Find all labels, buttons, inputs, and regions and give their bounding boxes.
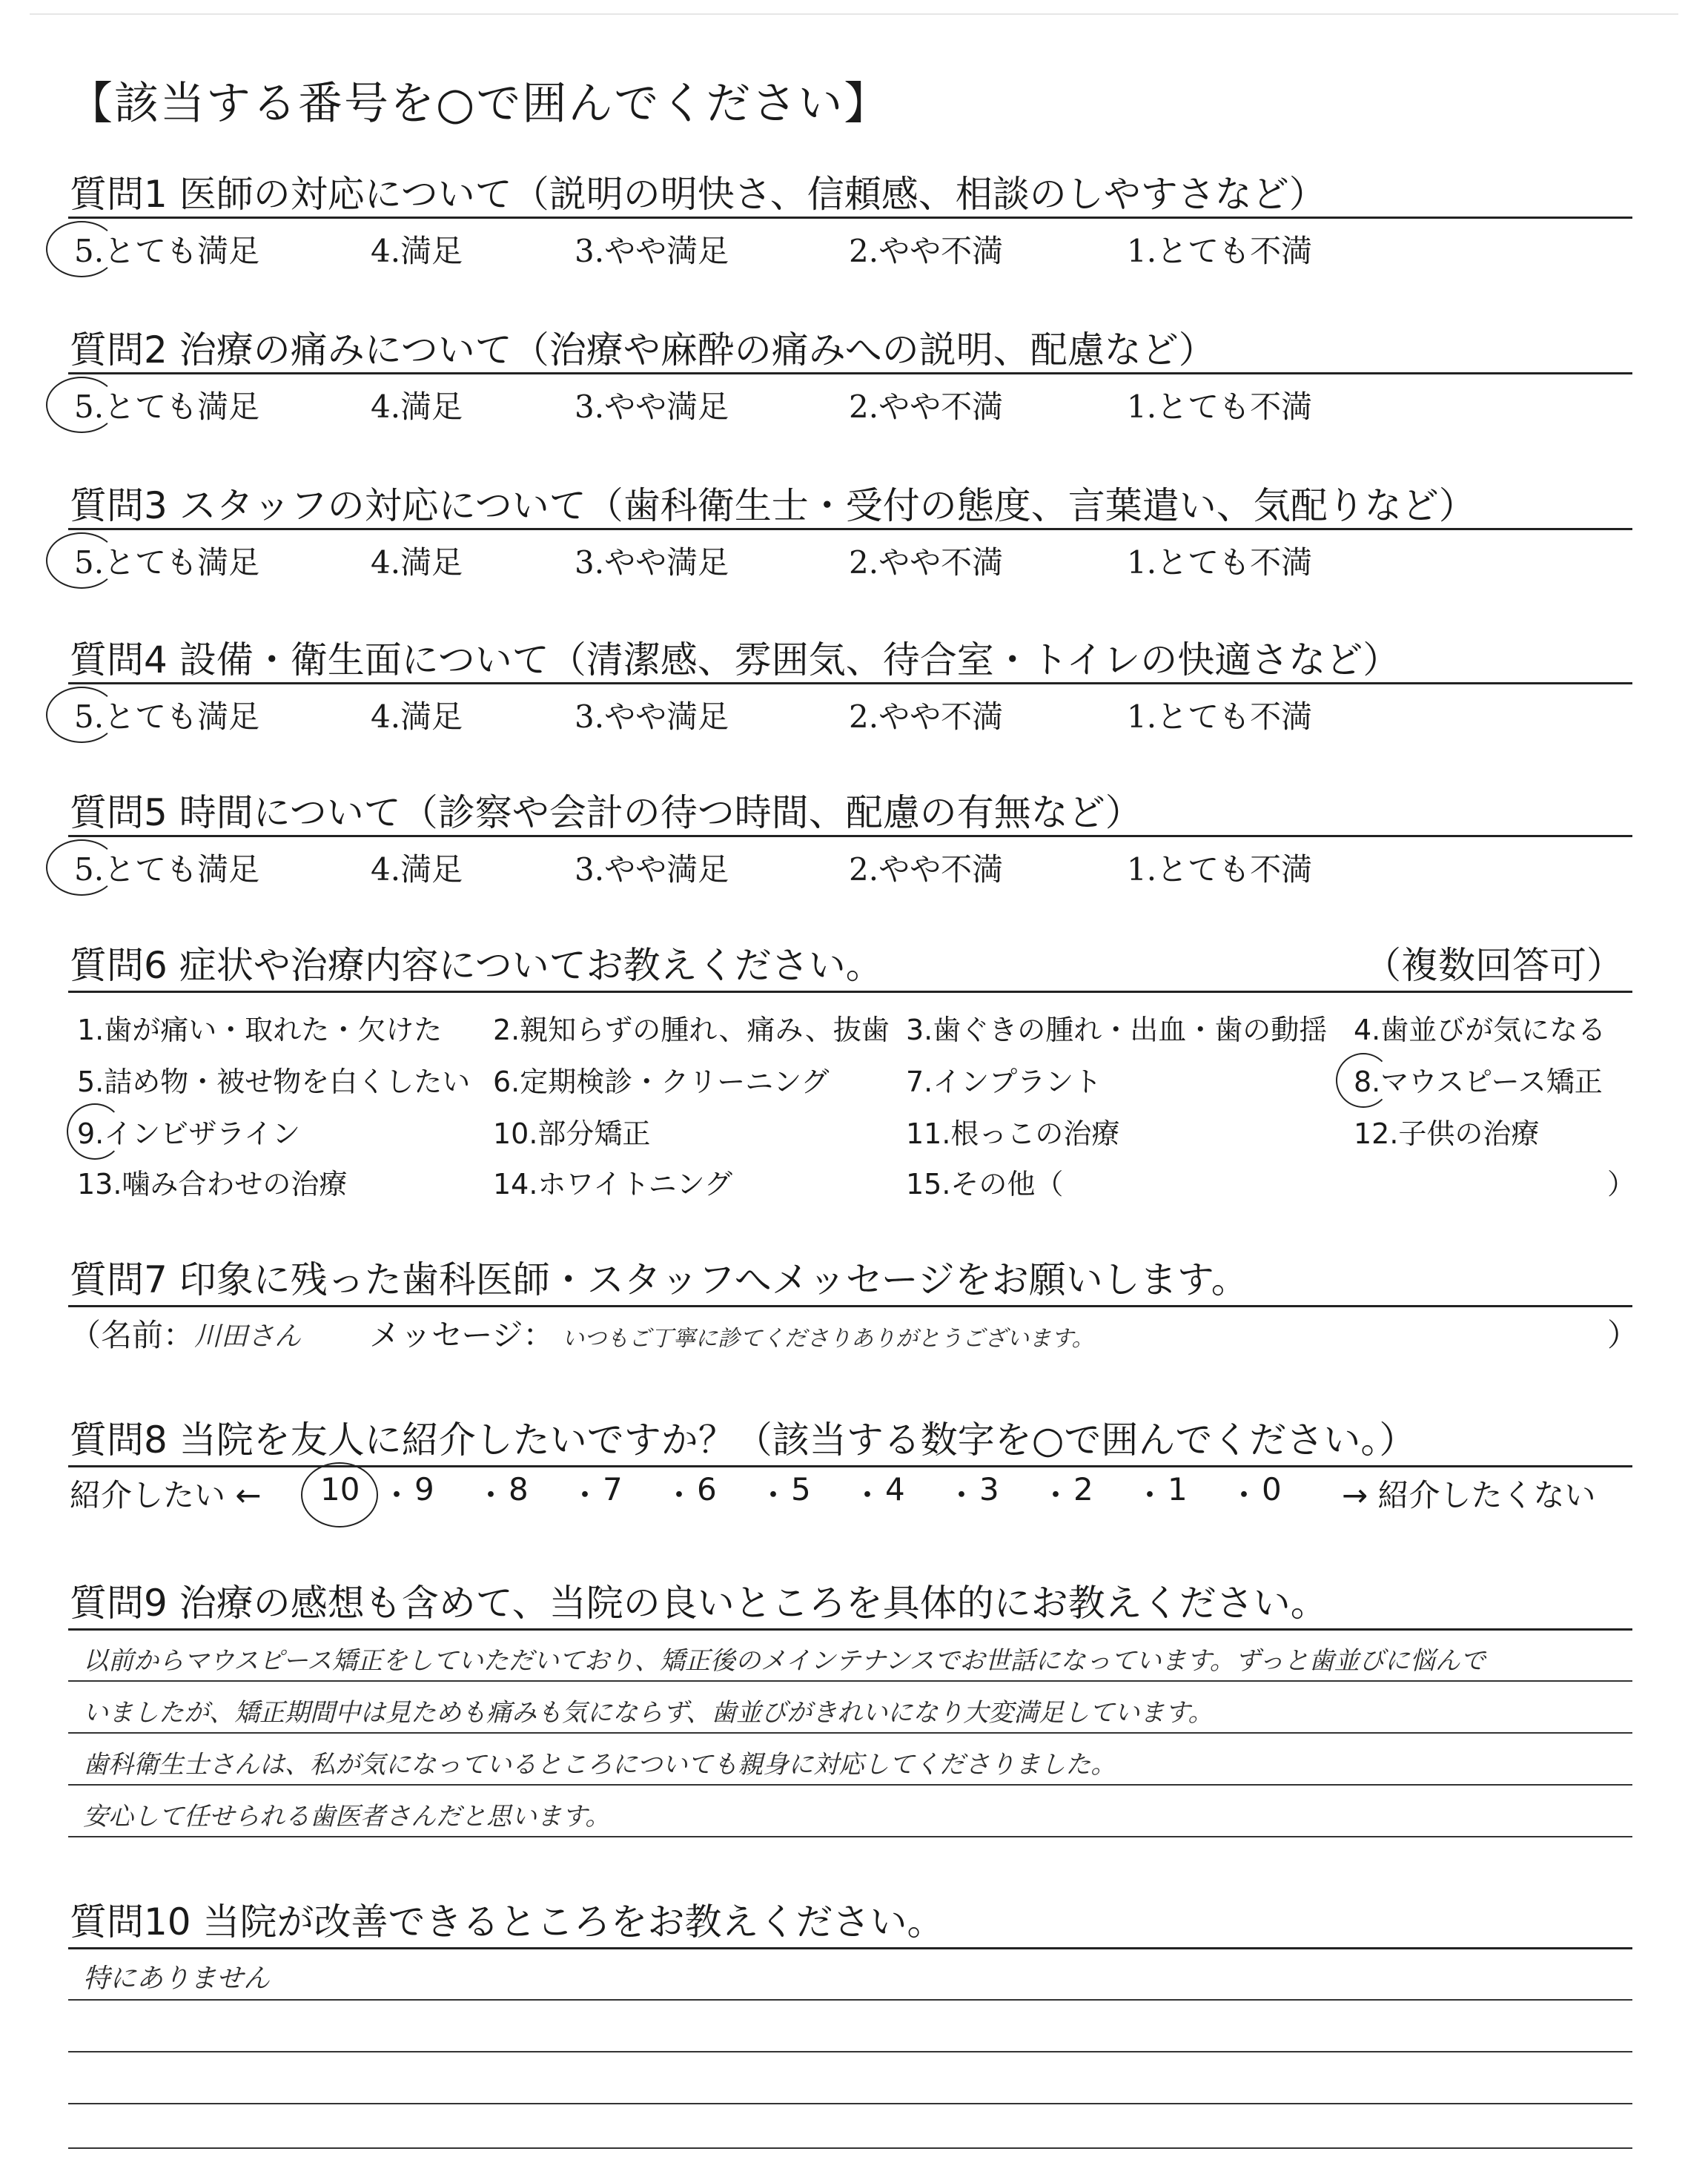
q6-option-6[interactable]: 6.定期検診・クリーニング: [493, 1066, 830, 1098]
q5-option-3[interactable]: 3.やや満足: [575, 851, 729, 888]
q8-scale-separator: ・: [569, 1477, 601, 1513]
q8-heading: 質問8 当院を友人に紹介したいですか？（該当する数字を○で囲んでください。）: [70, 1418, 1417, 1462]
q9-line-rule-4: [68, 1836, 1632, 1837]
q8-scale-10[interactable]: 10: [320, 1471, 360, 1507]
q8-scale-6[interactable]: 6: [697, 1471, 717, 1507]
q5-option-1[interactable]: 1.とても不満: [1127, 851, 1313, 888]
q8-scale-5[interactable]: 5: [791, 1471, 811, 1507]
q2-option-1[interactable]: 1.とても不満: [1127, 389, 1313, 425]
q1-heading: 質問1 医師の対応について（説明の明快さ、信頼感、相談のしやすさなど）: [70, 173, 1326, 216]
q3-option-1[interactable]: 1.とても不満: [1127, 544, 1313, 581]
q5-option-2[interactable]: 2.やや不満: [849, 851, 1004, 888]
q9-line-rule-3: [68, 1784, 1632, 1786]
q5-option-5[interactable]: 5.とても満足: [74, 851, 260, 888]
q6-option-7[interactable]: 7.インプラント: [906, 1066, 1102, 1098]
q2-option-5[interactable]: 5.とても満足: [74, 389, 260, 425]
q5-heading: 質問5 時間について（診察や会計の待つ時間、配慮の有無など）: [70, 791, 1142, 834]
q4-option-2[interactable]: 2.やや不満: [849, 698, 1004, 735]
q7-heading: 質問7 印象に残った歯科医師・スタッフへメッセージをお願いします。: [70, 1258, 1248, 1301]
q6-note: （複数回答可）: [1364, 944, 1623, 987]
q8-scale-separator: ・: [475, 1477, 507, 1513]
q6-option-9[interactable]: 9.インビザライン: [77, 1117, 301, 1150]
q1-option-1[interactable]: 1.とても不満: [1127, 233, 1313, 269]
q3-option-3[interactable]: 3.やや満足: [575, 544, 729, 581]
q10-heading: 質問10 当院が改善できるところをお教えください。: [70, 1900, 944, 1943]
selection-circle-q2: [46, 377, 117, 433]
q4-heading: 質問4 設備・衛生面について（清潔感、雰囲気、待合室・トイレの快適さなど）: [70, 638, 1400, 681]
q1-option-3[interactable]: 3.やや満足: [575, 233, 729, 269]
q9-answer-line-1[interactable]: 以前からマウスピース矯正をしていただいており、矯正後のメインテナンスでお世話になっています。ずっと歯並びに悩んで: [83, 1646, 1486, 1676]
q10-line-rule-3: [68, 2103, 1632, 2104]
q3-option-4[interactable]: 4.満足: [371, 544, 463, 581]
selection-circle-q6-9: [67, 1103, 123, 1160]
q9-line-rule-1: [68, 1680, 1632, 1682]
q6-option-1[interactable]: 1.歯が痛い・取れた・欠けた: [77, 1014, 443, 1046]
q7-message-value[interactable]: いつもご丁寧に診てくださりありがとうございます。: [562, 1326, 1094, 1352]
q8-scale-4[interactable]: 4: [885, 1471, 905, 1507]
q10-line-rule-4: [68, 2147, 1632, 2149]
selection-circle-q5: [46, 839, 117, 896]
q4-option-3[interactable]: 3.やや満足: [575, 698, 729, 735]
q8-scale-9[interactable]: 9: [414, 1471, 434, 1507]
q6-other-close: ）: [1607, 1168, 1636, 1200]
q2-option-4[interactable]: 4.満足: [371, 389, 463, 425]
q9-heading: 質問9 治療の感想も含めて、当院の良いところを具体的にお教えください。: [70, 1582, 1328, 1625]
q7-message-label: メッセージ：: [369, 1317, 555, 1353]
q2-rule: [68, 372, 1632, 374]
q5-option-4[interactable]: 4.満足: [371, 851, 463, 888]
q8-scale-8[interactable]: 8: [509, 1471, 529, 1507]
q8-scale-separator: ・: [852, 1477, 884, 1513]
q8-scale-separator: ・: [663, 1477, 695, 1513]
q6-option-13[interactable]: 13.噛み合わせの治療: [77, 1168, 348, 1200]
q4-option-4[interactable]: 4.満足: [371, 698, 463, 735]
q10-line-rule-2: [68, 2051, 1632, 2052]
q9-rule: [68, 1628, 1632, 1631]
selection-circle-q1: [46, 221, 117, 277]
q3-rule: [68, 528, 1632, 530]
q8-right-label: → 紹介したくない: [1342, 1477, 1596, 1513]
q8-scale-separator: ・: [1040, 1477, 1072, 1513]
q8-scale-separator: ・: [1134, 1477, 1166, 1513]
q3-option-5[interactable]: 5.とても満足: [74, 544, 260, 581]
q9-line-rule-2: [68, 1732, 1632, 1734]
q8-left-label: 紹介したい ←: [70, 1477, 262, 1513]
q6-option-2[interactable]: 2.親知らずの腫れ、痛み、抜歯: [493, 1014, 890, 1046]
q8-scale-7[interactable]: 7: [603, 1471, 623, 1507]
form-title: 【該当する番号を○で囲んでください】: [68, 78, 890, 130]
q6-option-10[interactable]: 10.部分矯正: [493, 1117, 651, 1150]
q8-scale-0[interactable]: 0: [1262, 1471, 1282, 1507]
selection-circle-q8: [301, 1462, 378, 1527]
q1-option-2[interactable]: 2.やや不満: [849, 233, 1004, 269]
q8-scale-separator: ・: [758, 1477, 790, 1513]
q6-option-8[interactable]: 8.マウスピース矯正: [1354, 1066, 1603, 1098]
q8-scale-1[interactable]: 1: [1168, 1471, 1188, 1507]
q8-rule: [68, 1465, 1632, 1467]
q6-option-4[interactable]: 4.歯並びが気になる: [1354, 1014, 1606, 1046]
q6-option-5[interactable]: 5.詰め物・被せ物を白くしたい: [77, 1066, 471, 1098]
q1-option-5[interactable]: 5.とても満足: [74, 233, 260, 269]
q4-option-5[interactable]: 5.とても満足: [74, 698, 260, 735]
q6-heading: 質問6 症状や治療内容についてお教えください。: [70, 944, 883, 987]
q9-answer-line-3[interactable]: 歯科衛生士さんは、私が気になっているところについても親身に対応してくださりました。: [83, 1750, 1116, 1780]
q8-scale-3[interactable]: 3: [979, 1471, 999, 1507]
q1-option-4[interactable]: 4.満足: [371, 233, 463, 269]
q7-close: ）: [1607, 1317, 1639, 1353]
q2-heading: 質問2 治療の痛みについて（治療や麻酔の痛みへの説明、配慮など）: [70, 328, 1216, 371]
q9-answer-line-2[interactable]: いましたが、矯正期間中は見ためも痛みも気にならず、歯並びがきれいになり大変満足しています。: [83, 1698, 1214, 1728]
selection-circle-q6-8: [1336, 1053, 1391, 1108]
q10-rule: [68, 1947, 1632, 1949]
q2-option-2[interactable]: 2.やや不満: [849, 389, 1004, 425]
selection-circle-q4: [46, 687, 117, 743]
q7-name-value[interactable]: 川田さん: [194, 1321, 302, 1352]
q3-heading: 質問3 スタッフの対応について（歯科衛生士・受付の態度、言葉遣い、気配りなど）: [70, 484, 1476, 527]
q4-rule: [68, 682, 1632, 684]
q10-answer-line-1[interactable]: 特にありません: [83, 1964, 271, 1994]
q7-name-label: （名前：: [70, 1317, 195, 1353]
q8-scale-separator: ・: [946, 1477, 978, 1513]
q1-rule: [68, 217, 1632, 219]
selection-circle-q3: [46, 532, 117, 589]
q5-rule: [68, 835, 1632, 837]
q7-rule: [68, 1305, 1632, 1307]
q6-option-15[interactable]: 15.その他（: [906, 1168, 1064, 1200]
q8-scale-separator: ・: [1228, 1477, 1260, 1513]
q6-option-14[interactable]: 14.ホワイトニング: [493, 1168, 733, 1200]
q8-scale-2[interactable]: 2: [1073, 1471, 1093, 1507]
q8-scale-separator: ・: [381, 1477, 413, 1513]
q6-rule: [68, 991, 1632, 993]
q2-option-3[interactable]: 3.やや満足: [575, 389, 729, 425]
q6-option-11[interactable]: 11.根っこの治療: [906, 1117, 1120, 1150]
q6-option-3[interactable]: 3.歯ぐきの腫れ・出血・歯の動揺: [906, 1014, 1328, 1046]
q4-option-1[interactable]: 1.とても不満: [1127, 698, 1313, 735]
q9-answer-line-4[interactable]: 安心して任せられる歯医者さんだと思います。: [83, 1802, 611, 1832]
page-top-border: [30, 13, 1678, 15]
q10-line-rule-1: [68, 1999, 1632, 2001]
q6-option-12[interactable]: 12.子供の治療: [1354, 1117, 1540, 1150]
q3-option-2[interactable]: 2.やや不満: [849, 544, 1004, 581]
